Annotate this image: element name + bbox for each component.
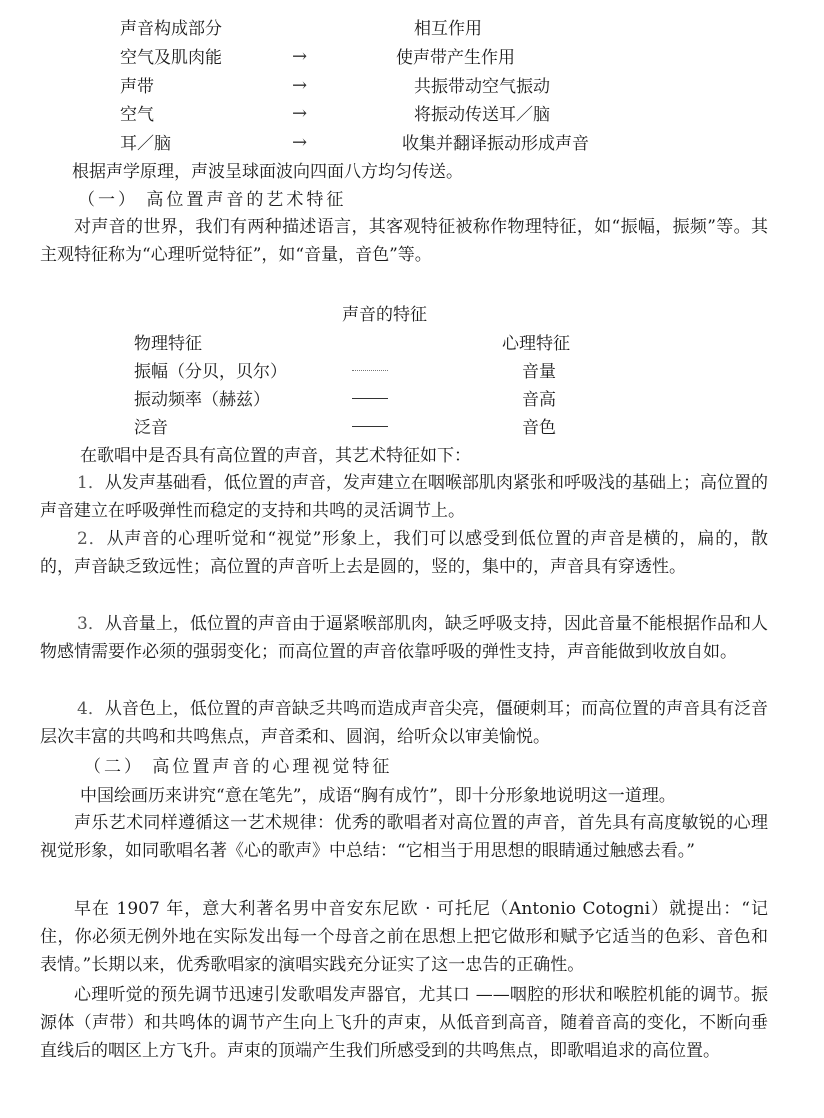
para-1907: 早在 1907 年，意大利著名男中音安东尼欧 · 可托尼（Antonio Cotogni）就提出：“记住，你必须无例外地在实际发出每一个母音之前在思想上把它做形和赋予它适当的色彩、音色和表情。”长期以来，优秀歌唱家的演唱实践充分证实了这一忠告的正确性。: [40, 899, 768, 975]
features-header-right: 心理特征: [502, 334, 570, 354]
feature-row-1-left: 振幅（分贝，贝尔）: [134, 362, 287, 382]
components-header-left: 声音构成部分: [120, 19, 222, 39]
feature-connector-line: [352, 398, 388, 399]
features-header-left: 物理特征: [134, 334, 202, 354]
item-text: 从音色上，低位置的声音缺乏共鸣而造成声音尖亮，僵硬刺耳；而高位置的声音具有泛音层次丰富的共鸣和共鸣焦点，声音柔和、圆润，给听众以审美愉悦。: [40, 699, 768, 747]
item-number: 4．: [77, 699, 105, 719]
section-heading-2: （二） 高位置声音的心理视觉特征: [84, 757, 393, 777]
component-row-4-left: 耳／脑: [120, 134, 171, 154]
feature-row-2-right: 音高: [522, 390, 556, 410]
para-world: 对声音的世界，我们有两种描述语言，其客观特征被称作物理特征，如“振幅，振频”等。其主观特征称为“心理听觉特征”，如“音量，音色”等。: [40, 217, 768, 265]
para-rule: 声乐艺术同样遵循这一艺术规律：优秀的歌唱者对高位置的声音，首先具有高度敏锐的心理视觉形象，如同歌唱名著《心的歌声》中总结：“它相当于用思想的眼睛通过触感去看。”: [40, 813, 768, 861]
component-row-1-left: 空气及肌肉能: [120, 48, 222, 68]
feature-connector-line: [352, 426, 388, 427]
arrow-icon: →: [292, 75, 308, 96]
feature-row-3-right: 音色: [522, 418, 556, 438]
feature-row-1-right: 音量: [522, 362, 556, 382]
component-row-3-right: 将振动传送耳／脑: [414, 105, 550, 125]
arrow-icon: →: [292, 103, 308, 124]
component-row-4-right: 收集并翻译振动形成声音: [402, 134, 589, 154]
para-acoustics: 根据声学原理，声波呈球面波向四面八方均匀传送。: [72, 162, 463, 182]
component-row-2-left: 声带: [120, 77, 154, 97]
para-psych: 心理听觉的预先调节迅速引发歌唱发声器官，尤其口 ——咽腔的形状和喉腔机能的调节。振源体（声带）和共鸣体的调节产生向上飞升的声束，从低音到高音，随着音高的变化，不断向垂直线后的咽区上方飞升。声束的顶端产生我们所感受到的共鸣焦点，即歌唱追求的高位置。: [40, 985, 768, 1061]
item-number: 1．: [77, 473, 105, 493]
item-number: 2．: [77, 529, 107, 549]
para-painting: 中国绘画历来讲究“意在笔先”，成语“胸有成竹”，即十分形象地说明这一道理。: [80, 786, 676, 806]
component-row-2-right: 共振带动空气振动: [414, 77, 550, 97]
arrow-icon: →: [292, 132, 308, 153]
para-intro: 在歌唱中是否具有高位置的声音，其艺术特征如下：: [80, 446, 471, 466]
components-header-right: 相互作用: [414, 19, 482, 39]
item-text: 从发声基础看，低位置的声音，发声建立在咽喉部肌肉紧张和呼吸浅的基础上；高位置的声音建立在呼吸弹性而稳定的支持和共鸣的灵活调节上。: [40, 473, 768, 521]
numbered-item-2: [40, 525, 768, 581]
arrow-icon: →: [292, 46, 308, 67]
numbered-item-3: [40, 610, 768, 666]
feature-row-2-left: 振动频率（赫兹）: [134, 390, 270, 410]
feature-connector-line: [352, 370, 388, 371]
item-text: 从声音的心理听觉和“视觉”形象上，我们可以感受到低位置的声音是横的，扁的，散的，声音缺乏致远性；高位置的声音听上去是圆的，竖的，集中的，声音具有穿透性。: [40, 529, 768, 577]
component-row-1-right: 使声带产生作用: [396, 48, 515, 68]
item-text: 从音量上，低位置的声音由于逼紧喉部肌肉，缺乏呼吸支持，因此音量不能根据作品和人物感情需要作必须的强弱变化；而高位置的声音依靠呼吸的弹性支持，声音能做到收放自如。: [40, 614, 768, 662]
item-number: 3．: [77, 614, 105, 634]
feature-row-3-left: 泛音: [134, 418, 168, 438]
section-heading-1: （一） 高位置声音的艺术特征: [78, 190, 347, 210]
component-row-3-left: 空气: [120, 105, 154, 125]
numbered-item-1: [40, 469, 768, 525]
features-title: 声音的特征: [342, 305, 427, 325]
numbered-item-4: [40, 695, 768, 751]
